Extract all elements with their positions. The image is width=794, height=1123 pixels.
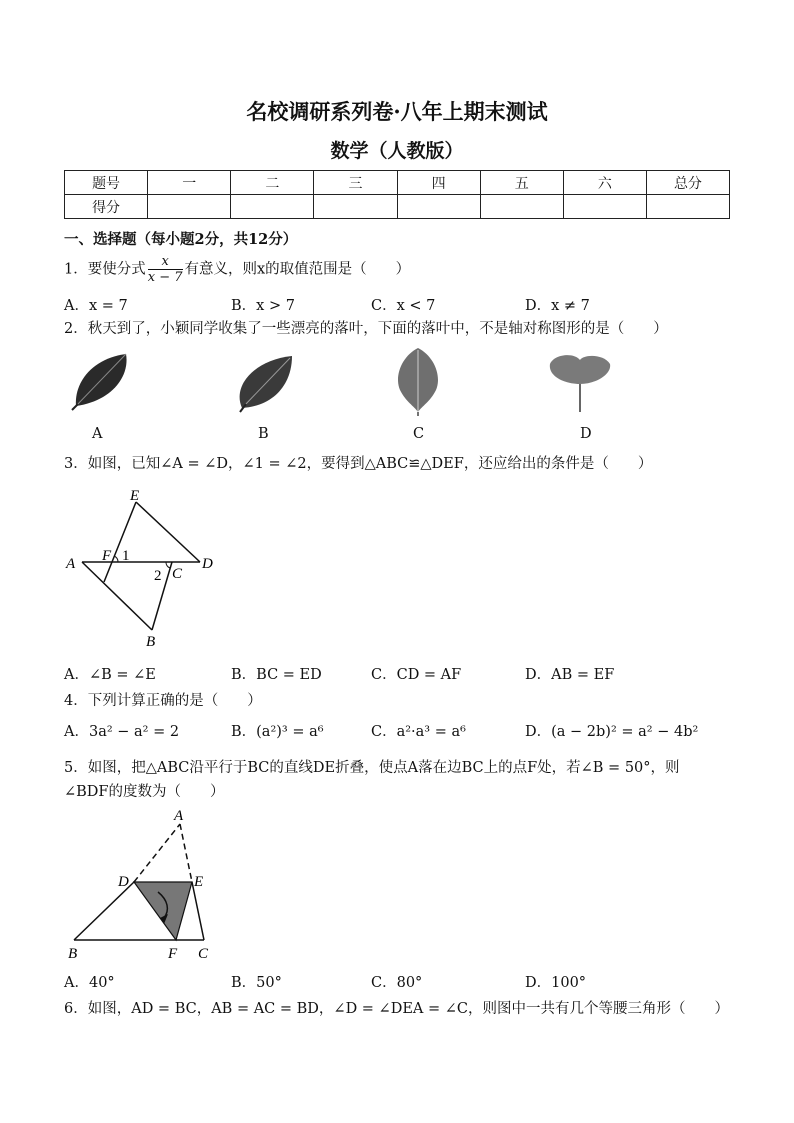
- label-a: A: [174, 808, 184, 824]
- q4-option-a: A．3a² − a² = 2: [64, 724, 180, 740]
- q3-option-c: C．CD = AF: [371, 667, 462, 683]
- leaf-d-image: [550, 355, 610, 412]
- question-4: 4．下列计算正确的是（ ）: [64, 693, 262, 709]
- score-header-cell: 总分: [646, 171, 729, 195]
- score-table-header-row: [65, 171, 730, 195]
- q4-option-d: D．(a − 2b)² = a² − 4b²: [525, 724, 699, 740]
- score-cell: [646, 195, 729, 219]
- q3-option-d: D．AB = EF: [525, 667, 615, 683]
- q2-label-b: B: [258, 426, 269, 442]
- paper-title: 名校调研系列卷·八年上期末测试: [246, 99, 548, 124]
- score-header-cell: 四: [397, 171, 480, 195]
- paper-subtitle: 数学（人教版）: [330, 140, 464, 162]
- label-c: C: [198, 946, 209, 962]
- dashed-line-da: [134, 824, 180, 882]
- q2-label-a: A: [92, 426, 103, 442]
- score-header-cell: 五: [480, 171, 563, 195]
- score-cell: [480, 195, 563, 219]
- score-cell: [231, 195, 314, 219]
- label-b: B: [68, 946, 78, 962]
- q2-label-c: C: [413, 426, 425, 442]
- score-cell: [314, 195, 397, 219]
- q1-option-c: C．x < 7: [371, 298, 436, 314]
- q5-option-c: C．80°: [371, 975, 423, 991]
- q1-option-b: B．x > 7: [231, 298, 295, 314]
- folded-triangle-dfe: [134, 882, 192, 940]
- score-header-cell: 一: [148, 171, 231, 195]
- score-header-cell: 三: [314, 171, 397, 195]
- question-6: 6．如图，AD = BC，AB = AC = BD，∠D = ∠DEA = ∠C，则图中一共有几个等腰三角形（ ）: [64, 1001, 730, 1017]
- label-c: C: [172, 566, 183, 582]
- score-table: [64, 170, 730, 219]
- q5-fold-figure: [64, 806, 220, 966]
- line-ec: [192, 882, 204, 940]
- label-angle-1: 1: [122, 548, 130, 564]
- score-cell: [397, 195, 480, 219]
- label-d: D: [118, 874, 129, 890]
- label-e: E: [194, 874, 204, 890]
- q5-option-d: D．100°: [525, 975, 587, 991]
- question-1: [64, 254, 410, 285]
- angle-2-mark: [166, 562, 170, 568]
- question-5-line-1: 5．如图，把△ABC沿平行于BC的直线DE折叠，使点A落在边BC上的点F处，若∠B = 50°，则: [64, 760, 680, 776]
- label-d: D: [202, 556, 213, 572]
- line-fb-ext: [104, 562, 112, 582]
- q3-option-a: A．∠B = ∠E: [64, 667, 156, 683]
- question-5-line-2: ∠BDF的度数为（ ）: [64, 784, 225, 800]
- q1-option-a: A．x = 7: [64, 298, 128, 314]
- leaf-a-image: [72, 354, 127, 410]
- label-angle-2: 2: [154, 568, 162, 584]
- q3-option-b: B．BC = ED: [231, 667, 322, 683]
- q5-option-a: A．40°: [64, 975, 115, 991]
- label-a: A: [66, 556, 76, 572]
- q1-fraction: [148, 254, 183, 285]
- score-header-cell: 题号: [65, 171, 148, 195]
- q1-numerator: x: [148, 254, 183, 270]
- score-table-score-row: [65, 195, 730, 219]
- score-cell: [148, 195, 231, 219]
- q1-suffix: 有意义，则x的取值范围是（ ）: [184, 261, 411, 278]
- question-3: 3．如图，已知∠A = ∠D，∠1 = ∠2，要得到△ABC≌△DEF，还应给出的条件是（ ）: [64, 456, 653, 472]
- question-2: 2．秋天到了，小颖同学收集了一些漂亮的落叶，下面的落叶中，不是轴对称图形的是（ ）: [64, 321, 668, 337]
- leaf-b-image: [240, 356, 292, 412]
- label-f: F: [102, 548, 112, 564]
- label-f: F: [168, 946, 178, 962]
- q1-denominator: x − 7: [147, 270, 183, 285]
- line-ed: [136, 502, 200, 562]
- q1-option-d: D．x ≠ 7: [525, 298, 590, 314]
- score-row-label: 得分: [65, 195, 148, 219]
- dashed-line-ae: [180, 824, 192, 882]
- score-header-cell: 六: [563, 171, 646, 195]
- score-cell: [563, 195, 646, 219]
- q2-label-d: D: [580, 426, 592, 442]
- q2-leaves-figure: [64, 346, 624, 416]
- score-header-cell: 二: [231, 171, 314, 195]
- q5-option-b: B．50°: [231, 975, 282, 991]
- line-bd: [74, 882, 134, 940]
- label-b: B: [146, 634, 156, 650]
- q1-prefix: 1．要使分式: [64, 261, 146, 278]
- label-e: E: [130, 488, 140, 504]
- q3-triangle-figure: [64, 482, 220, 652]
- line-ab: [82, 562, 152, 630]
- leaf-c-image: [398, 348, 438, 416]
- q4-option-c: C．a²·a³ = a⁶: [371, 724, 466, 740]
- section-heading: 一、选择题（每小题2分，共12分）: [64, 231, 298, 248]
- q4-option-b: B．(a²)³ = a⁶: [231, 724, 324, 740]
